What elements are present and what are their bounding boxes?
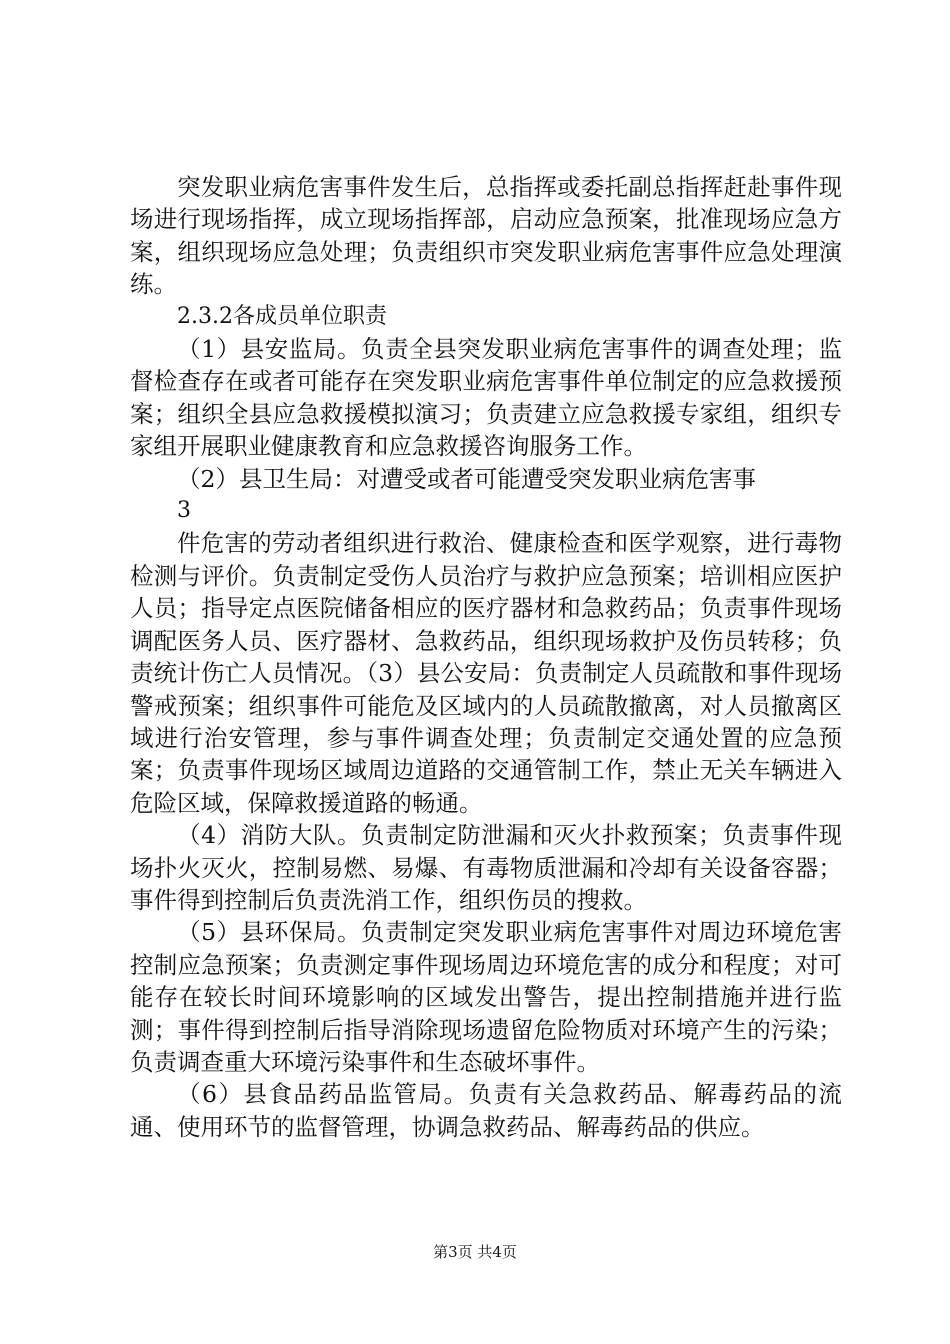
paragraph-health-bureau-start: （2）县卫生局：对遭受或者可能遭受突发职业病危害事: [177, 464, 756, 493]
page-footer: 第3页 共4页: [433, 1243, 517, 1261]
section-heading-member-units: 2.3.2各成员单位职责: [177, 303, 387, 329]
paragraph-fire-brigade: （4）消防大队。负责制定防泄漏和灭火扑救预案；负责事件现场扑火灭火，控制易燃、易爆、有毒物质泄漏和冷却有关设备容器；事件得到控制后负责洗消工作，组织伤员的搜救。: [130, 821, 842, 914]
paragraph-environment-bureau: （5）县环保局。负责制定突发职业病危害事件对周边环境危害控制应急预案；负责测定事件现场周边环境危害的成分和程度；对可能存在较长时间环境影响的区域发出警告，提出控制措施并进行监测；事件得到控制后指导消除现场遗留危险物质对环境产生的污染；负责调查重大环境污染事件和生态破坏事件。: [130, 918, 842, 1076]
paragraph-health-and-police: 件危害的劳动者组织进行救治、健康检查和医学观察，进行毒物检测与评价。负责制定受伤人员治疗与救护应急预案；培训相应医护人员；指导定点医院储备相应的医疗器材和急救药品；负责事件现场调配医务人员、医疗器材、急救药品，组织现场救护及伤员转移；负责统计伤亡人员情况。（3）县公安局：负责制定人员疏散和事件现场警戒预案；组织事件可能危及区域内的人员疏散撤离，对人员撤离区域进行治安管理，参与事件调查处理；负责制定交通处置的应急预案；负责事件现场区域周边道路的交通管制工作，禁止无关车辆进入危险区域，保障救援道路的畅通。: [130, 529, 842, 817]
inline-page-number: 3: [177, 498, 191, 524]
paragraph-food-drug-bureau: （6）县食品药品监管局。负责有关急救药品、解毒药品的流通、使用环节的监督管理，协调急救药品、解毒药品的供应。: [130, 1080, 842, 1141]
paragraph-safety-bureau: （1）县安监局。负责全县突发职业病危害事件的调查处理；监督检查存在或者可能存在突发职业病危害事件单位制定的应急救援预案；组织全县应急救援模拟演习；负责建立应急救援专家组，组织专家组开展职业健康教育和应急救援咨询服务工作。: [130, 335, 842, 461]
document-body: [130, 171, 842, 1143]
paragraph-command-duties: 突发职业病危害事件发生后，总指挥或委托副总指挥赶赴事件现场进行现场指挥，成立现场指挥部，启动应急预案，批准现场应急方案，组织现场应急处理；负责组织市突发职业病危害事件应急处理演练。: [130, 173, 842, 299]
